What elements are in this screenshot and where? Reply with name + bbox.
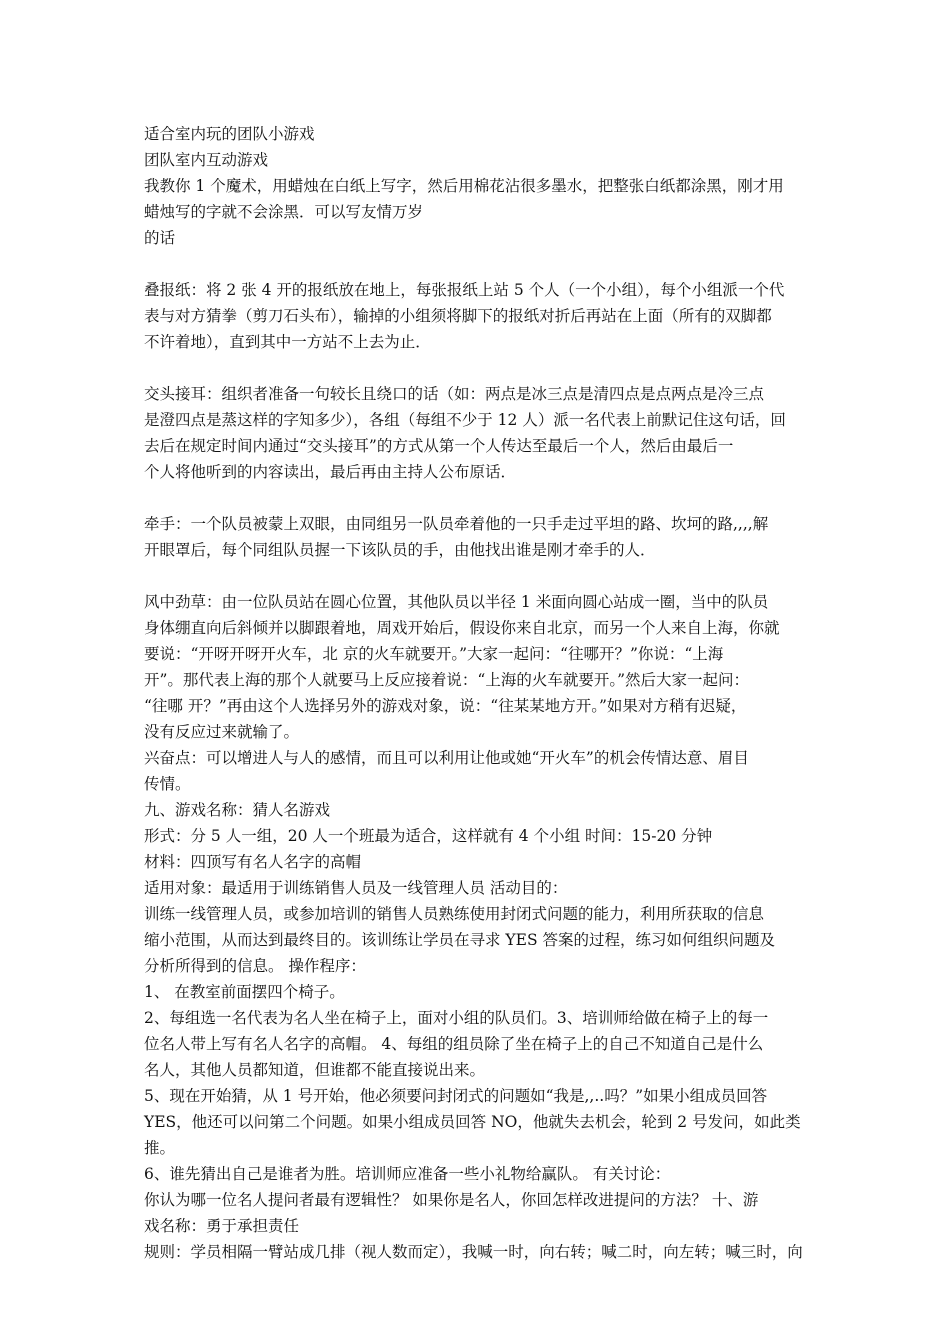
text-line: 1、 在教室前面摆四个椅子。: [144, 983, 345, 1001]
text-line: 规则：学员相隔一臂站成几排（视人数而定），我喊一时，向右转；喊二时，向左转；喊三时，向: [144, 1243, 803, 1261]
text-line: 训练一线管理人员，或参加培训的销售人员熟练使用封闭式问题的能力，利用所获取的信息: [144, 905, 765, 923]
text-line: 要说：“开呀开呀开火车，北 京的火车就要开。”大家一起问：“往哪开？”你说：“上海: [144, 645, 724, 663]
text-line: 名人，其他人员都知道，但谁都不能直接说出来。: [144, 1061, 486, 1079]
text-line: 是澄四点是蒸这样的字知多少），各组（每组不少于 12 人）派一名代表上前默记住这句话，回: [144, 411, 786, 429]
text-line: 分析所得到的信息。 操作程序：: [144, 957, 366, 975]
text-line: 蜡烛写的字就不会涂黑．可以写友情万岁: [144, 203, 424, 221]
text-line: 你认为哪一位名人提问者最有逻辑性？ 如果你是名人，你回怎样改进提问的方法？ 十、游: [144, 1191, 759, 1209]
text-line: 身体绷直向后斜倾并以脚跟着地，周戏开始后，假设你来自北京，而另一个人来自上海，你就: [144, 619, 780, 637]
text-line: 缩小范围，从而达到最终目的。该训练让学员在寻求 YES 答案的过程，练习如何组织问题及: [144, 931, 776, 949]
text-line: 推。: [144, 1139, 176, 1157]
text-line: 材料：四顶写有名人名字的高帽: [144, 853, 362, 871]
text-line: 去后在规定时间内通过“交头接耳”的方式从第一个人传达至最后一个人，然后由最后一: [144, 437, 734, 455]
text-line: 九、游戏名称：猜人名游戏: [144, 801, 331, 819]
text-line: 6、谁先猜出自己是谁者为胜。培训师应准备一些小礼物给赢队。 有关讨论：: [144, 1165, 671, 1183]
text-line: 位名人带上写有名人名字的高帽。 4、每组的组员除了坐在椅子上的自己不知道自己是什么: [144, 1035, 764, 1053]
text-line: 5、现在开始猜，从 1 号开始，他必须要问封闭式的问题如“我是,,..吗？”如果小组成员回答: [144, 1087, 768, 1105]
blank-line: [144, 355, 816, 381]
text-line: 我教你 1 个魔术，用蜡烛在白纸上写字，然后用棉花沾很多墨水，把整张白纸都涂黑，刚才用: [144, 177, 784, 195]
text-line: 的话: [144, 229, 176, 247]
text-line: 2、每组选一名代表为名人坐在椅子上，面对小组的队员们。3、培训师给做在椅子上的每一: [144, 1009, 769, 1027]
text-line: 交头接耳：组织者准备一句较长且绕口的话（如：两点是冰三点是清四点是点两点是冷三点: [144, 385, 765, 403]
text-line: 牵手：一个队员被蒙上双眼，由同组另一队员牵着他的一只手走过平坦的路、坎坷的路,,,,解: [144, 515, 769, 533]
text-line: 适用对象：最适用于训练销售人员及一线管理人员 活动目的：: [144, 879, 568, 897]
text-line: 不许着地），直到其中一方站不上去为止．: [144, 333, 431, 351]
text-line: 没有反应过来就输了。: [144, 723, 300, 741]
text-line: 戏名称：勇于承担责任: [144, 1217, 300, 1235]
text-line: 传情。: [144, 775, 191, 793]
blank-line: [144, 251, 816, 277]
text-line: 个人将他听到的内容读出，最后再由主持人公布原话．: [144, 463, 517, 481]
text-line: 开”。那代表上海的那个人就要马上反应接着说：“上海的火车就要开。”然后大家一起问：: [144, 671, 750, 689]
text-line: 风中劲草：由一位队员站在圆心位置，其他队员以半径 1 米面向圆心站成一圈，当中的队员: [144, 593, 769, 611]
text-line: 表与对方猜拳（剪刀石头布），输掉的小组须将脚下的报纸对折后再站在上面（所有的双脚都: [144, 307, 772, 325]
blank-line: [144, 563, 816, 589]
text-line: 叠报纸：将 2 张 4 开的报纸放在地上，每张报纸上站 5 个人（一个小组），每个小组派一个代: [144, 281, 785, 299]
text-line: YES，他还可以问第二个问题。如果小组成员回答 NO，他就失去机会，轮到 2 号发问，如此类: [144, 1113, 801, 1131]
blank-line: [144, 485, 816, 511]
text-line: 适合室内玩的团队小游戏: [144, 125, 315, 143]
text-line: 兴奋点：可以增进人与人的感情，而且可以利用让他或她“开火车”的机会传情达意、眉目: [144, 749, 749, 767]
document-page: [144, 121, 816, 1265]
text-line: 形式：分 5 人一组，20 人一个班最为适合，这样就有 4 个小组 时间：15-20 分钟: [144, 827, 713, 845]
text-line: 开眼罩后，每个同组队员握一下该队员的手，由他找出谁是刚才牵手的人．: [144, 541, 656, 559]
text-line: “往哪 开？”再由这个人选择另外的游戏对象，说：“往某某地方开。”如果对方稍有迟疑，: [144, 697, 747, 715]
text-line: 团队室内互动游戏: [144, 151, 269, 169]
